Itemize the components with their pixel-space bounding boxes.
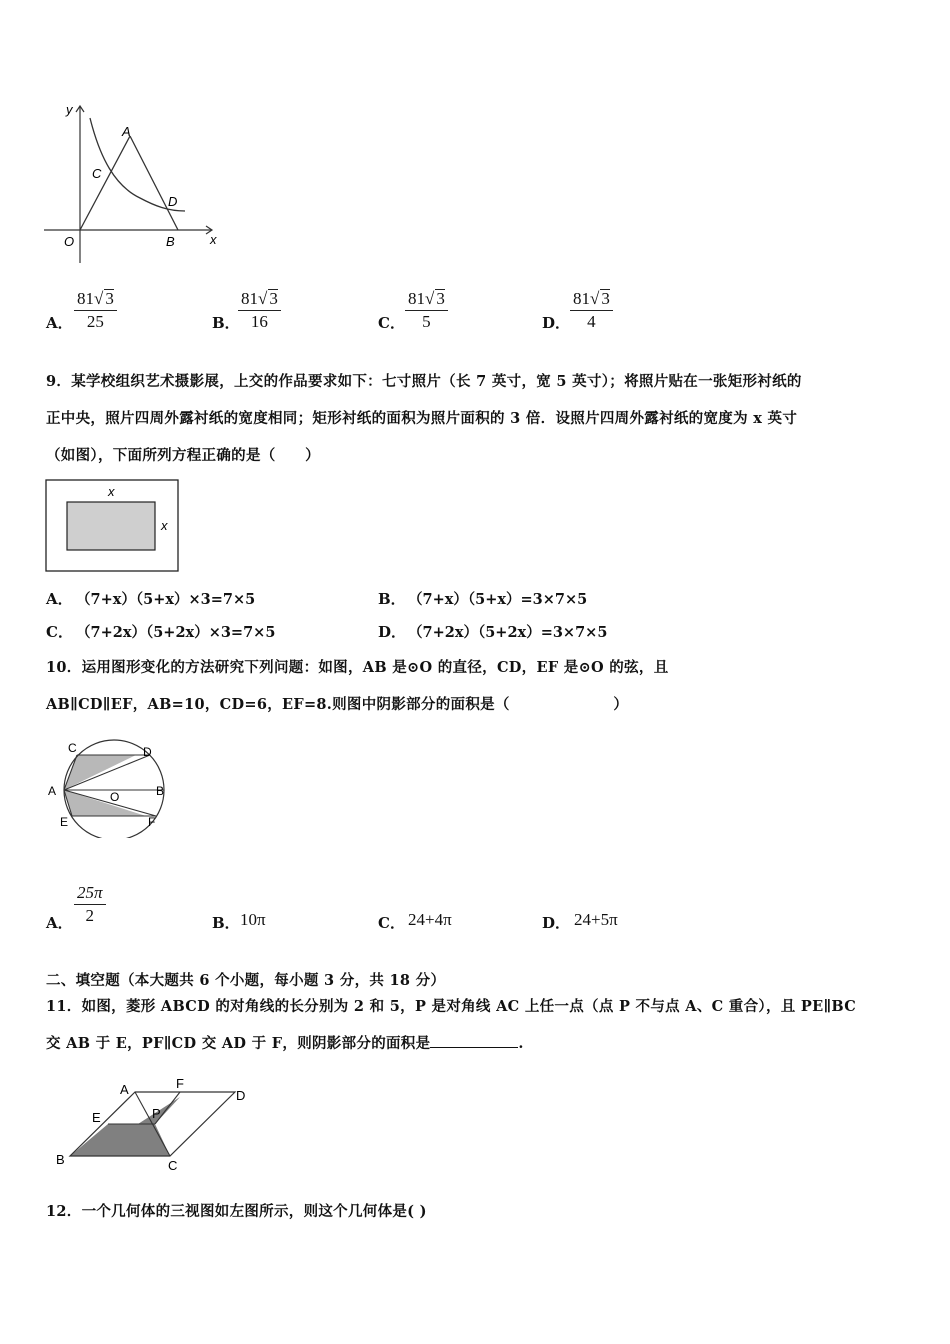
q11-a-label: A bbox=[120, 1082, 129, 1097]
q8-graph bbox=[40, 98, 230, 268]
q10-option-b-text: 10π bbox=[240, 910, 266, 929]
q10-option-b-label[interactable]: B． bbox=[212, 914, 240, 932]
q8-option-c-value: $\frac{81√ 3}{5}$ bbox=[405, 289, 448, 332]
q8-y-label: y bbox=[66, 102, 73, 117]
q8-a-label: A bbox=[122, 124, 131, 139]
q10-option-a-value: $\frac{25\pi}{2}$ bbox=[74, 883, 106, 926]
q8-option-d-value: $\frac{81√ 3}{4}$ bbox=[570, 289, 613, 332]
q8-option-a-label[interactable]: A． bbox=[46, 314, 73, 332]
q10-o-label: O bbox=[110, 790, 120, 804]
q9-option-d-label[interactable]: D． bbox=[378, 623, 407, 641]
q11-text-line2-pre: 交 AB 于 E，PF∥CD 交 AD 于 F，则阴影部分的面积是 bbox=[46, 1035, 431, 1052]
q8-option-d-label[interactable]: D． bbox=[542, 314, 571, 332]
q12-text-line1: 12．一个几何体的三视图如左图所示，则这个几何体是( ) bbox=[46, 1203, 427, 1220]
q10-figure bbox=[42, 738, 174, 838]
q8-option-b-value: $\frac{81√ 3}{16}$ bbox=[238, 289, 281, 332]
q9-option-a-label[interactable]: A． bbox=[46, 590, 73, 608]
q9-option-c-label[interactable]: C． bbox=[46, 623, 73, 641]
q11-text-line2 bbox=[46, 1032, 524, 1053]
q11-e-label: E bbox=[92, 1110, 101, 1125]
q9-option-c-text: （7+2x）（5+2x）×3=7×5 bbox=[76, 624, 276, 641]
q10-f-label: F bbox=[148, 815, 156, 829]
q8-c-label: C bbox=[92, 166, 102, 181]
q9-text-line1: 9．某学校组织艺术摄影展，上交的作品要求如下：七寸照片（长 7 英寸，宽 5 英寸）；将照片贴在一张矩形衬纸的 bbox=[46, 373, 802, 390]
q9-x-right-label: x bbox=[161, 518, 168, 533]
q10-d-label: D bbox=[143, 745, 152, 759]
q11-answer-blank[interactable] bbox=[430, 1033, 518, 1048]
q8-option-b-label[interactable]: B． bbox=[212, 314, 240, 332]
q8-option-a-value: $\frac{81√ 3}{25}$ bbox=[74, 289, 117, 332]
q11-p-label: P bbox=[152, 1106, 161, 1121]
q10-b-label: B bbox=[156, 784, 165, 798]
q10-option-c-text: 24+4π bbox=[408, 910, 452, 929]
q11-c-label: C bbox=[168, 1158, 178, 1173]
q9-option-b-label[interactable]: B． bbox=[378, 590, 406, 608]
q9-text-line3: （如图），下面所列方程正确的是（ ） bbox=[46, 447, 320, 464]
q10-option-c-label[interactable]: C． bbox=[378, 914, 405, 932]
q8-origin-label: O bbox=[64, 234, 75, 249]
q9-x-top-label: x bbox=[108, 484, 115, 499]
q11-b-label: B bbox=[56, 1152, 65, 1167]
q9-option-d-text: （7+2x）（5+2x）=3×7×5 bbox=[408, 624, 608, 641]
q8-x-label: x bbox=[210, 232, 217, 247]
q10-e-label: E bbox=[60, 815, 69, 829]
q11-d-label: D bbox=[236, 1088, 246, 1103]
q8-d-label: D bbox=[168, 194, 178, 209]
q10-option-a-label[interactable]: A． bbox=[46, 914, 73, 932]
q11-text-line1: 11．如图，菱形 ABCD 的对角线的长分别为 2 和 5，P 是对角线 AC 上任一点（点 P 不与点 A、C 重合），且 PE∥BC bbox=[46, 998, 857, 1015]
q8-option-c-label[interactable]: C． bbox=[378, 314, 405, 332]
q9-option-a-text: （7+x）（5+x）×3=7×5 bbox=[76, 591, 256, 608]
q10-a-label: A bbox=[48, 784, 57, 798]
q9-text-line2: 正中央，照片四周外露衬纸的宽度相同；矩形衬纸的面积为照片面积的 3 倍．设照片四周外露衬纸的宽度为 x 英寸 bbox=[46, 410, 798, 427]
q11-f-label: F bbox=[176, 1076, 184, 1091]
q10-option-d-label[interactable]: D． bbox=[542, 914, 571, 932]
section-2-title: 二、填空题（本大题共 6 个小题，每小题 3 分，共 18 分） bbox=[46, 972, 446, 989]
q8-b-label: B bbox=[166, 234, 175, 249]
q10-c-label: C bbox=[68, 741, 77, 755]
q10-option-d-text: 24+5π bbox=[574, 910, 618, 929]
q9-figure bbox=[44, 478, 182, 574]
q11-figure bbox=[50, 1072, 260, 1176]
q10-text-line1: 10．运用图形变化的方法研究下列问题：如图，AB 是⊙O 的直径，CD，EF 是⊙O 的弦，且 bbox=[46, 659, 669, 676]
q11-text-line2-post: . bbox=[518, 1035, 524, 1052]
q9-option-b-text: （7+x）（5+x）=3×7×5 bbox=[408, 591, 588, 608]
q10-text-line2: AB∥CD∥EF，AB=10，CD=6，EF=8.则图中阴影部分的面积是（ ） bbox=[46, 696, 629, 713]
